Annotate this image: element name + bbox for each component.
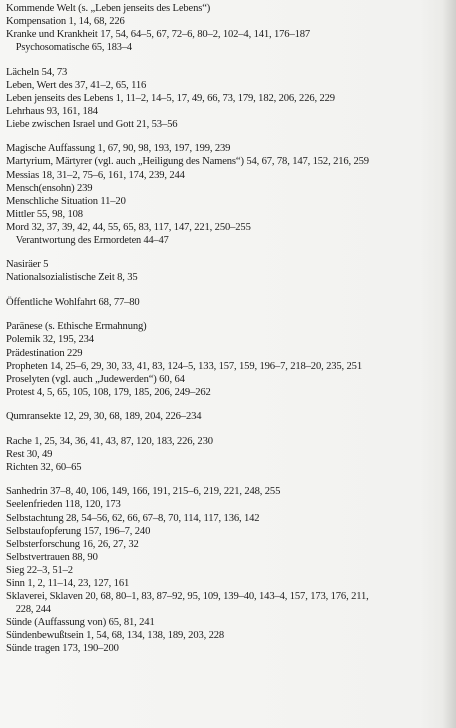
index-entry: Liebe zwischen Israel und Gott 21, 53–56 — [6, 118, 178, 130]
index-entry: Sklaverei, Sklaven 20, 68, 80–1, 83, 87–92, 95, 109, 139–40, 143–4, 157, 173, 176, 211, — [6, 590, 369, 602]
index-letter-group — [6, 258, 446, 284]
index-letter-group — [6, 296, 446, 309]
index-entry: Sündenbewußtsein 1, 54, 68, 134, 138, 189, 203, 228 — [6, 629, 225, 641]
page-edge-shadow — [442, 0, 456, 728]
index-entry: Sünde (Auffassung von) 65, 81, 241 — [6, 616, 155, 628]
index-entry: Lehrhaus 93, 161, 184 — [6, 105, 98, 117]
index-entry: Protest 4, 5, 65, 105, 108, 179, 185, 206, 249–262 — [6, 386, 211, 398]
index-entry: Sanhedrin 37–8, 40, 106, 149, 166, 191, 215–6, 219, 221, 248, 255 — [6, 486, 281, 498]
index-entry: Mord 32, 37, 39, 42, 44, 55, 65, 83, 117, 147, 221, 250–255 — [6, 221, 251, 233]
index-entry: Seelenfrieden 118, 120, 173 — [6, 499, 121, 511]
index-entry: Magische Auffassung 1, 67, 90, 98, 193, 197, 199, 239 — [6, 143, 231, 155]
index-entry: Mittler 55, 98, 108 — [6, 208, 83, 220]
index-entry: Kommende Welt (s. „Leben jenseits des Lebens“) — [6, 3, 211, 14]
index-entry: Prädestination 229 — [6, 347, 83, 359]
index-letter-group — [6, 320, 446, 398]
index-entry: Leben jenseits des Lebens 1, 11–2, 14–5, 17, 49, 66, 73, 179, 182, 206, 226, 229 — [6, 92, 335, 104]
index-entry: Rache 1, 25, 34, 36, 41, 43, 87, 120, 183, 226, 230 — [6, 435, 213, 447]
index-entry: Menschliche Situation 11–20 — [6, 195, 126, 207]
index-entry: Selbstaufopferung 157, 196–7, 240 — [6, 525, 151, 537]
index-letter-group — [6, 435, 446, 474]
index-entry: Selbsterforschung 16, 26, 27, 32 — [6, 538, 139, 550]
subject-index — [6, 2, 446, 667]
index-entry: Selbstachtung 28, 54–56, 62, 66, 67–8, 70, 114, 117, 136, 142 — [6, 512, 260, 524]
index-entry: Richten 32, 60–65 — [6, 461, 82, 473]
index-subentry: Verantwortung des Ermordeten 44–47 — [15, 234, 169, 246]
index-entry: Leben, Wert des 37, 41–2, 65, 116 — [6, 79, 147, 91]
index-entry: Kranke und Krankheit 17, 54, 64–5, 67, 72–6, 80–2, 102–4, 141, 176–187 — [6, 29, 311, 41]
index-subentry: 228, 244 — [15, 603, 51, 615]
index-entry: Nasiräer 5 — [6, 259, 49, 271]
index-entry: Rest 30, 49 — [6, 448, 53, 460]
index-entry: Messias 18, 31–2, 75–6, 161, 174, 239, 244 — [6, 169, 185, 181]
index-entry: Propheten 14, 25–6, 29, 30, 33, 41, 83, 124–5, 133, 157, 159, 196–7, 218–20, 235, 251 — [6, 360, 362, 372]
index-entry: Sinn 1, 2, 11–14, 23, 127, 161 — [6, 577, 130, 589]
index-letter-group — [6, 2, 446, 54]
index-entry: Mensch(ensohn) 239 — [6, 182, 93, 194]
index-entry: Proselyten (vgl. auch „Judewerden“) 60, 64 — [6, 373, 185, 385]
index-entry: Martyrium, Märtyrer (vgl. auch „Heiligung des Namens“) 54, 67, 78, 147, 152, 216, 259 — [6, 156, 369, 168]
index-subentry: Psychosomatische 65, 183–4 — [15, 42, 132, 54]
index-entry: Nationalsozialistische Zeit 8, 35 — [6, 272, 138, 284]
index-entry: Selbstvertrauen 88, 90 — [6, 551, 98, 563]
index-entry: Sünde tragen 173, 190–200 — [6, 642, 119, 654]
index-letter-group — [6, 142, 446, 246]
index-entry: Öffentliche Wohlfahrt 68, 77–80 — [6, 296, 140, 308]
index-entry: Kompensation 1, 14, 68, 226 — [6, 16, 125, 28]
index-letter-group — [6, 66, 446, 131]
index-letter-group — [6, 485, 446, 655]
index-entry: Qumransekte 12, 29, 30, 68, 189, 204, 226–234 — [6, 411, 202, 423]
index-entry: Lächeln 54, 73 — [6, 66, 68, 78]
index-entry: Sieg 22–3, 51–2 — [6, 564, 73, 576]
index-entry: Polemik 32, 195, 234 — [6, 334, 94, 346]
index-letter-group — [6, 410, 446, 423]
index-entry: Paränese (s. Ethische Ermahnung) — [6, 321, 147, 333]
